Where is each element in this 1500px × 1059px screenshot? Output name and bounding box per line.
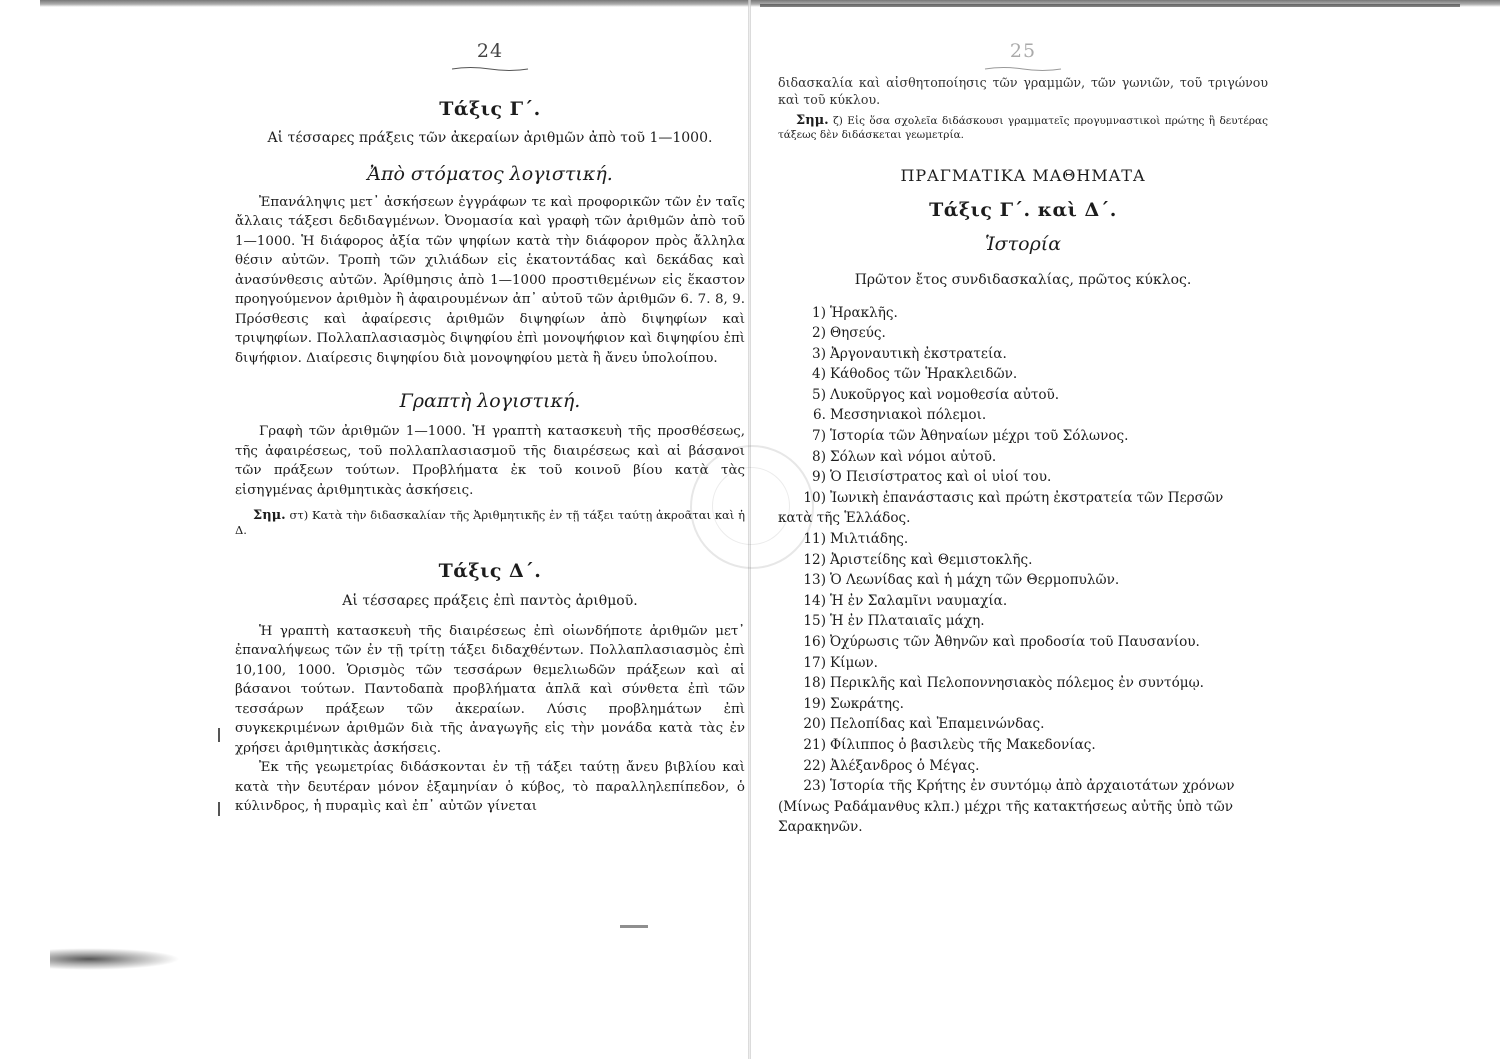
class-d-text: Ἡ γραπτὴ κατασκευὴ τῆς διαιρέσεως ἐπὶ οἱωνδήποτε ἀριθμῶν μετ᾽ ἐπαναλήψεως τῶν ἐν τῇ τρίτῃ τάξει διδαχθέντων. Πολλαπλασιασμὸς ἐπὶ 10,100, 1000. Ὁρισμὸς τῶν τεσσάρων θεμελιωδῶν πράξεων καὶ αἱ βάσανοι τούτων. Παντοδαπὰ προβλήματα ἁπλᾶ καὶ σύνθετα ἐπὶ τῶν τεσσάρων πράξεων τῶν ἀκεραίων. Λύσις προβλημάτων ἐπὶ συγκεκριμένων ἀριθμῶν διὰ τῆς ἀναγωγῆς εἰς τὴν μονάδα κατὰ τὰς ἐν χρήσει ἀριθμητικὰς ἀσκήσεις. xyxy=(235,623,745,756)
list-item: 21) Φίλιππος ὁ βασιλεὺς τῆς Μακεδονίας. xyxy=(803,736,1096,753)
list-item: 6. Μεσσηνιακοὶ πόλεμοι. xyxy=(813,407,987,424)
page-number-left xyxy=(235,40,745,72)
subject-heading: Ἱστορία xyxy=(984,233,1062,255)
written-arithmetic-heading: Γραπτὴ λογιστική. xyxy=(399,390,581,412)
section-subtitle: Αἱ τέσσαρες πράξεις τῶν ἀκεραίων ἀριθμῶν ἀπὸ τοῦ 1—1000. xyxy=(267,130,713,146)
footnote-1 xyxy=(235,508,745,538)
page-number-text: 25 xyxy=(1009,40,1037,62)
list-item: 11) Μιλτιάδης. xyxy=(803,531,909,548)
section-subtitle: Αἱ τέσσαρες πράξεις ἐπὶ παντὸς ἀριθμοῦ. xyxy=(342,593,638,609)
note-text: ζ) Εἰς ὅσα σχολεῖα διδάσκουσι γραμματεῖς προγυμναστικοὶ πρώτης ἢ δευτέρας τάξεως δὲν διδάσκεται γεωμετρία. xyxy=(778,115,1268,141)
list-item: 14) Ἡ ἐν Σαλαμῖνι ναυμαχία. xyxy=(803,592,1008,609)
geometry-text: Ἐκ τῆς γεωμετρίας διδάσκονται ἐν τῇ τάξει ταύτῃ ἄνευ βιβλίου καὶ κατὰ τὴν δευτέραν μόνον ἑξαμηνίαν ὁ κύβος, τὸ παραλληλεπίπεδον, ὁ κύλινδρος, ἡ πυραμὶς καὶ ἐπ᾽ αὐτῶν γίνεται xyxy=(235,760,745,814)
list-item: 19) Σωκράτης. xyxy=(803,695,904,712)
list-item: 10) Ἰωνικὴ ἐπανάστασις καὶ πρώτη ἐκστρατεία τῶν Περσῶν xyxy=(803,489,1224,506)
section-title-class-c: Τάξις Γ΄. xyxy=(439,98,541,120)
list-item: 22) Ἀλέξανδρος ὁ Μέγας. xyxy=(803,757,980,774)
list-item: 8) Σόλων καὶ νόμοι αὐτοῦ. xyxy=(812,448,997,465)
note-label: Σημ. xyxy=(253,508,286,523)
list-item: 3) Ἀργοναυτικὴ ἐκστρατεία. xyxy=(812,345,1007,362)
scan-mark xyxy=(620,925,648,928)
section-title-class-d: Τάξις Δ΄. xyxy=(438,560,542,582)
margin-mark xyxy=(218,802,220,816)
list-item: 12) Ἀριστείδης καὶ Θεμιστοκλῆς. xyxy=(803,551,1033,568)
list-item: 9) Ὁ Πεισίστρατος καὶ οἱ υἱοί του. xyxy=(812,469,1052,486)
written-arithmetic-text: Γραφὴ τῶν ἀριθμῶν 1—1000. Ἡ γραπτὴ κατασκευὴ τῆς προσθέσεως, τῆς ἀφαιρέσεως, τοῦ πολλαπλασιασμοῦ τῆς διαιρέσεως καὶ αἱ βάσανοι τῶν πράξεων τούτων. Προβλήματα ἐκ τοῦ κοινοῦ βίου κατὰ τὰς εἰσηγμένας ἀριθμητικὰς ἀσκήσεις. xyxy=(235,424,745,498)
list-item: 5) Λυκοῦργος καὶ νομοθεσία αὐτοῦ. xyxy=(812,386,1060,403)
class-title: Τάξις Γ΄. καὶ Δ΄. xyxy=(929,199,1117,221)
history-topic-list xyxy=(778,303,1268,838)
list-item-continuation: κατὰ τῆς Ἑλλάδος. xyxy=(778,510,911,527)
list-item: 1) Ἡρακλῆς. xyxy=(812,304,898,321)
scan-top-edge-dark xyxy=(760,4,1460,7)
list-item: 16) Ὀχύρωσις τῶν Ἀθηνῶν καὶ προδοσία τοῦ Παυσανίου. xyxy=(803,634,1200,650)
footnote-2 xyxy=(778,114,1268,142)
list-item: 15) Ἡ ἐν Πλαταιαῖς μάχη. xyxy=(803,613,985,630)
intro-line: Πρῶτον ἔτος συνδιδασκαλίας, πρῶτος κύκλος. xyxy=(854,272,1192,288)
list-item: 7) Ἱστορία τῶν Ἀθηναίων μέχρι τοῦ Σόλωνος. xyxy=(812,428,1129,445)
list-item: 17) Κίμων. xyxy=(803,654,878,671)
note-label: Σημ. xyxy=(796,113,829,128)
left-page xyxy=(235,40,745,817)
right-page xyxy=(778,40,1268,838)
note-text: στ) Κατὰ τὴν διδασκαλίαν τῆς Ἀριθμητικῆς ἐν τῇ τάξει ταύτῃ ἀκροᾶται καὶ ἡ Δ. xyxy=(235,508,745,537)
list-item: 18) Περικλῆς καὶ Πελοποννησιακὸς πόλεμος ἐν συντόμῳ. xyxy=(803,675,1204,692)
oral-arithmetic-heading: Ἀπὸ στόματος λογιστική. xyxy=(367,162,613,185)
list-item: 23) Ἱστορία τῆς Κρήτης ἐν συντόμῳ ἀπὸ ἀρχαιοτάτων χρόνων xyxy=(803,778,1235,795)
continuation-text: διδασκαλία καὶ αἰσθητοποίησις τῶν γραμμῶν, τῶν γωνιῶν, τοῦ τριγώνου καὶ τοῦ κύκλου. xyxy=(778,75,1268,107)
scan-smudge xyxy=(50,948,180,970)
page-number-text: 24 xyxy=(476,40,504,62)
list-item: 20) Πελοπίδας καὶ Ἐπαμεινώνδας. xyxy=(803,716,1045,733)
list-item: 13) Ὁ Λεωνίδας καὶ ἡ μάχη τῶν Θερμοπυλῶν. xyxy=(803,572,1120,589)
list-item: 4) Κάθοδος τῶν Ἡρακλειδῶν. xyxy=(812,366,1018,383)
oral-arithmetic-text: Ἐπανάληψις μετ᾽ ἀσκήσεων ἐγγράφων τε καὶ προφορικῶν τῶν ἐν ταῖς ἄλλαις τάξεσι δεδιδαγμένων. Ὀνομασία καὶ γραφὴ τῶν ἀριθμῶν ἀπὸ τοῦ 1—1000. Ἡ διάφορος ἀξία τῶν ψηφίων κατὰ τὴν διάφορον πρὸς ἄλληλα θέσιν αὐτῶν. Τροπὴ τῶν χιλιάδων εἰς ἑκατοντάδας καὶ δεκάδας καὶ ἀνασύνθεσις αὐτῶν. Ἀρίθμησις ἀπὸ 1—1000 προστιθεμένων εἰς ἕκαστον προηγούμενον ἀριθμὸν ἢ ἀφαιρουμένων ἀπ᾽ αὐτοῦ τῶν ἀριθμῶν 6. 7. 8, 9. Πρόσθεσις καὶ ἀφαίρεσις ἀριθμῶν διψηφίων ἀπὸ διψηφίων καὶ τριψηφίων. Πολλαπλασιασμὸς διψηφίου ἐπὶ μονοψήφιον καὶ διψηφίου ἐπὶ διψήφιον. Διαίρεσις διψηφίου διὰ μονοψηφίου μετὰ ἢ ἄνευ ὑπολοίπου. xyxy=(235,194,745,366)
margin-mark xyxy=(218,728,220,742)
list-item-continuation: (Μίνως Ραδάμανθυς κλπ.) μέχρι τῆς κατακτήσεως αὐτῆς ὑπὸ τῶν Σαρακηνῶν. xyxy=(778,798,1234,836)
page-number-right xyxy=(778,40,1268,72)
list-item: 2) Θησεύς. xyxy=(812,325,886,342)
main-heading: ΠΡΑΓΜΑΤΙΚΑ ΜΑΘΗΜΑΤΑ xyxy=(900,166,1146,185)
